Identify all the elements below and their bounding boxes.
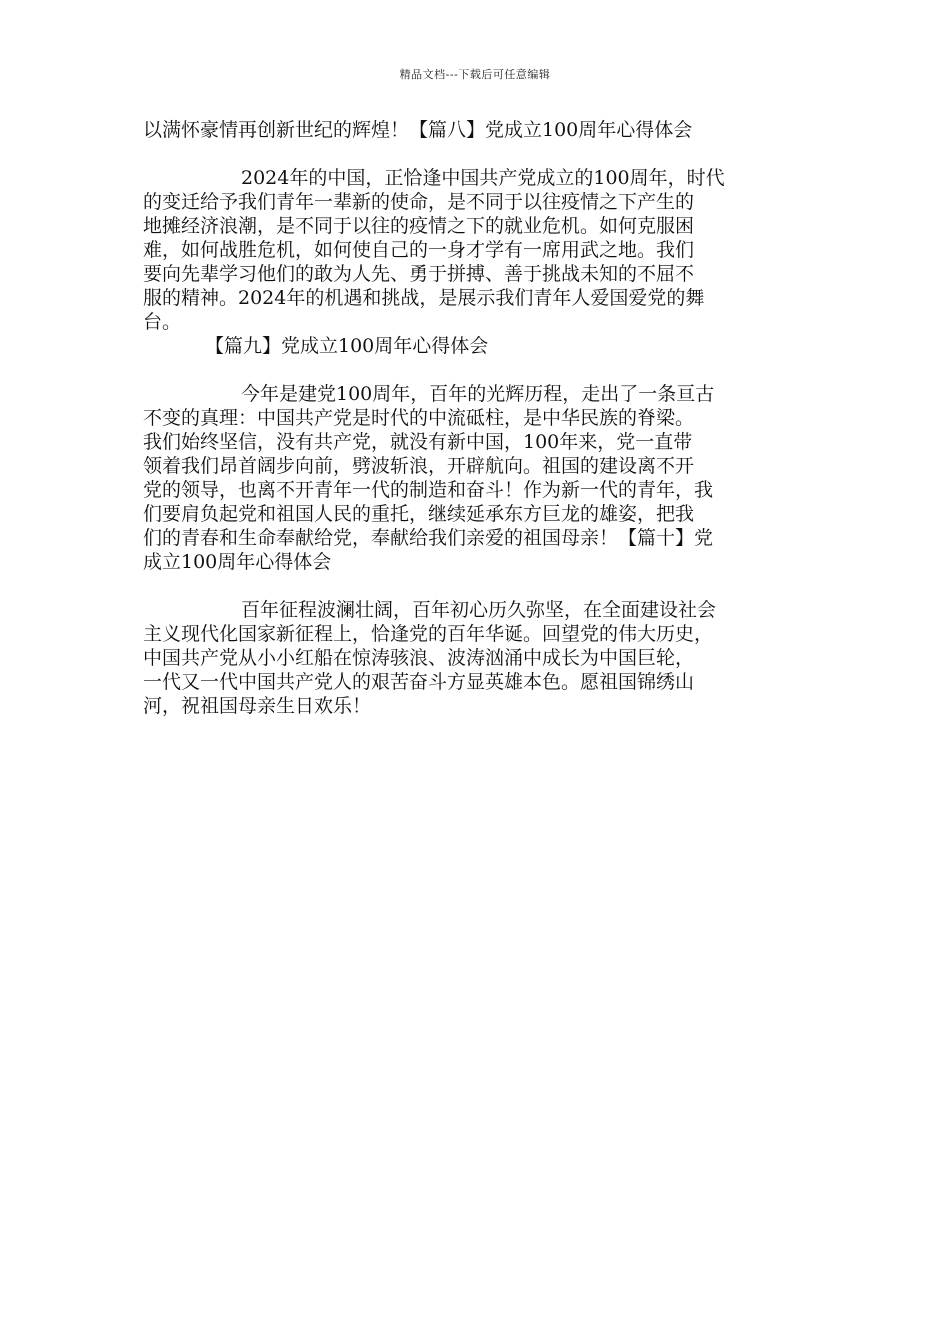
document-body	[143, 118, 813, 718]
section-heading: 【篇九】党成立100周年心得体会	[205, 335, 489, 357]
blank-line	[143, 574, 813, 598]
text-line: 不变的真理：中国共产党是时代的中流砥柱，是中华民族的脊梁。	[143, 407, 695, 429]
text-line: 地摊经济浪潮，是不同于以往的疫情之下的就业危机。如何克服困	[143, 215, 695, 237]
text-line: 服的精神。2024年的机遇和挑战，是展示我们青年人爱国爱党的舞	[143, 287, 705, 309]
paragraph-first-line: 百年征程波澜壮阔，百年初心历久弥坚，在全面建设社会	[241, 599, 717, 621]
text-line: 领着我们昂首阔步向前，劈波斩浪，开辟航向。祖国的建设离不开	[143, 455, 695, 477]
paragraph-first-line: 2024年的中国，正恰逢中国共产党成立的100周年，时代	[241, 167, 725, 189]
text-line: 我们始终坚信，没有共产党，就没有新中国，100年来，党一直带	[143, 431, 693, 453]
text-line: 成立100周年心得体会	[143, 551, 332, 573]
blank-line	[143, 358, 813, 382]
text-line: 以满怀豪情再创新世纪的辉煌！【篇八】党成立100周年心得体会	[143, 119, 693, 141]
text-line: 们的青春和生命奉献给党，奉献给我们亲爱的祖国母亲！【篇十】党	[143, 527, 714, 549]
blank-line	[143, 142, 813, 166]
text-line: 难，如何战胜危机，如何使自己的一身才学有一席用武之地。我们	[143, 239, 695, 261]
text-line: 们要肩负起党和祖国人民的重托，继续延承东方巨龙的雄姿，把我	[143, 503, 695, 525]
paragraph-first-line: 今年是建党100周年，百年的光辉历程，走出了一条亘古	[241, 383, 715, 405]
text-line: 河，祝祖国母亲生日欢乐！	[143, 695, 372, 717]
text-line: 要向先辈学习他们的敢为人先、勇于拼搏、善于挑战未知的不屈不	[143, 263, 695, 285]
text-line: 台。	[143, 311, 182, 333]
text-line: 党的领导，也离不开青年一代的制造和奋斗！作为新一代的青年，我	[143, 479, 714, 501]
text-line: 一代又一代中国共产党人的艰苦奋斗方显英雄本色。愿祖国锦绣山	[143, 671, 695, 693]
page-header: 精品文档---下载后可任意编辑	[399, 68, 551, 81]
text-line: 中国共产党从小小红船在惊涛骇浪、波涛汹涌中成长为中国巨轮，	[143, 647, 695, 669]
text-line: 的变迁给予我们青年一辈新的使命，是不同于以往疫情之下产生的	[143, 191, 695, 213]
text-line: 主义现代化国家新征程上，恰逢党的百年华诞。回望党的伟大历史，	[143, 623, 714, 645]
